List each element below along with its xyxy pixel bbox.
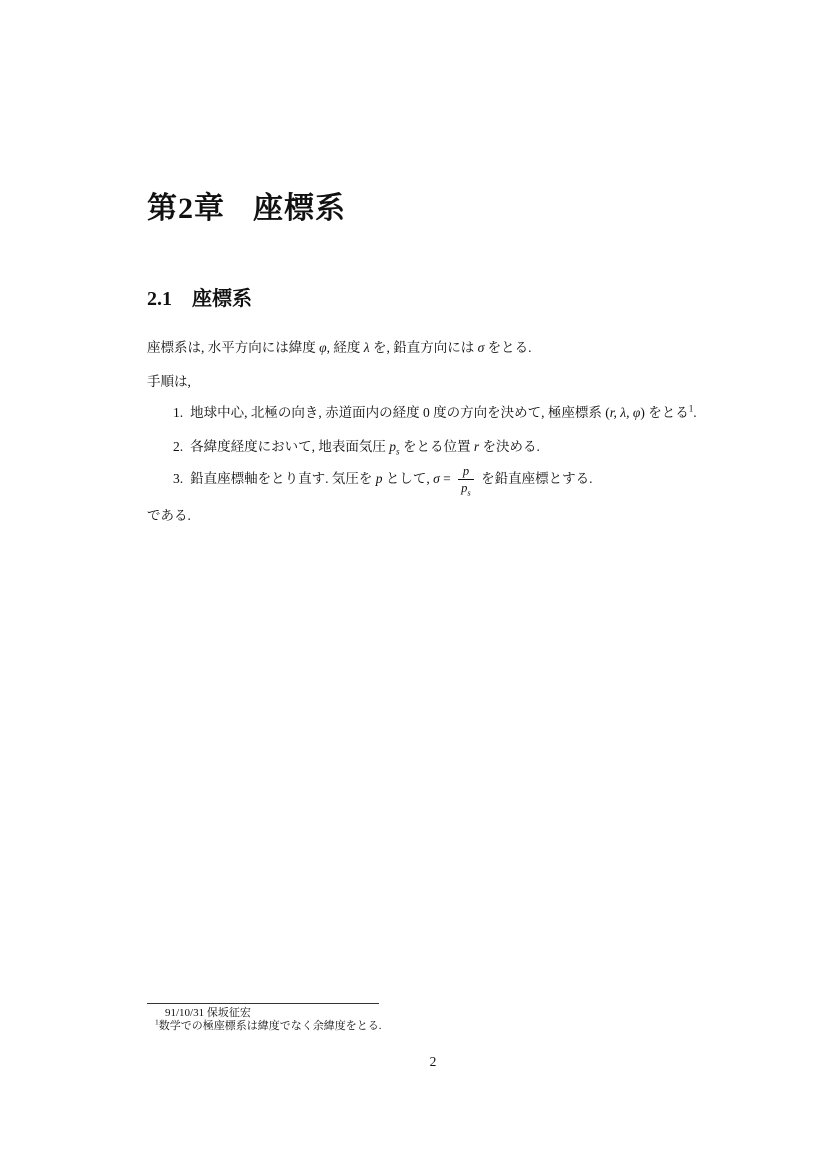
polar-coords-vars: r, λ, φ [609, 405, 641, 420]
intro-text: , 経度 [326, 340, 364, 355]
lambda-symbol: λ [363, 340, 370, 355]
step-number: 2. [173, 439, 184, 454]
step-text: を決める. [479, 439, 540, 454]
step-text: 各緯度経度において, 地表面気圧 [190, 439, 390, 454]
section-title: 座標系 [192, 288, 252, 310]
procedure-lead: 手順は, [147, 374, 191, 389]
procedure-step-1 [147, 403, 719, 423]
section-heading [147, 288, 252, 310]
sigma-symbol: σ [433, 470, 440, 486]
footnote-number: 1 [155, 1017, 159, 1027]
footnote-marker: 1 [688, 403, 694, 414]
section-number: 2.1 [147, 288, 172, 310]
footnote-1 [155, 1019, 381, 1033]
step-text: をとる位置 [399, 439, 474, 454]
step-text: を鉛直座標とする. [477, 470, 593, 486]
footnote-rule [147, 1003, 379, 1004]
equals-sign: = [439, 470, 455, 486]
chapter-title: 座標系 [253, 192, 346, 225]
sigma-symbol: σ [477, 340, 485, 355]
step-number: 3. [173, 470, 184, 486]
radius-symbol: r [473, 439, 480, 454]
chapter-heading [147, 192, 346, 225]
sigma-fraction [458, 464, 474, 496]
footnote-text: 数学での極座標系は緯度でなく余緯度をとる. [158, 1020, 382, 1032]
closing-text: である. [147, 508, 191, 523]
intro-text: 座標系は, 水平方向には緯度 [147, 340, 320, 355]
pressure-symbol: p [389, 439, 396, 454]
fraction-denominator: $p_s$ [461, 481, 471, 498]
intro-paragraph [147, 338, 719, 358]
procedure-step-3 [147, 464, 719, 496]
chapter-label: 第2章 [147, 192, 225, 225]
step-text: ) をとる [640, 405, 689, 420]
footnote-date-author: 91/10/31 保坂征宏 [165, 1007, 251, 1019]
step-number: 1. [173, 405, 184, 420]
step-text: 鉛直座標軸をとり直す. 気圧を [190, 470, 376, 486]
intro-text: をとる. [484, 340, 532, 355]
step-text: . [693, 405, 697, 420]
procedure-step-2 [147, 437, 719, 457]
phi-symbol: φ [319, 340, 327, 355]
pressure-symbol: p [375, 470, 383, 486]
step-text: として, [382, 470, 434, 486]
page-number: 2 [429, 1054, 437, 1069]
step-text: 地球中心, 北極の向き, 赤道面内の経度 0 度の方向を決めて, 極座標系 ( [190, 405, 610, 420]
intro-text: を, 鉛直方向には [369, 340, 478, 355]
surface-subscript: s [396, 446, 400, 457]
fraction-numerator: p [458, 464, 474, 480]
